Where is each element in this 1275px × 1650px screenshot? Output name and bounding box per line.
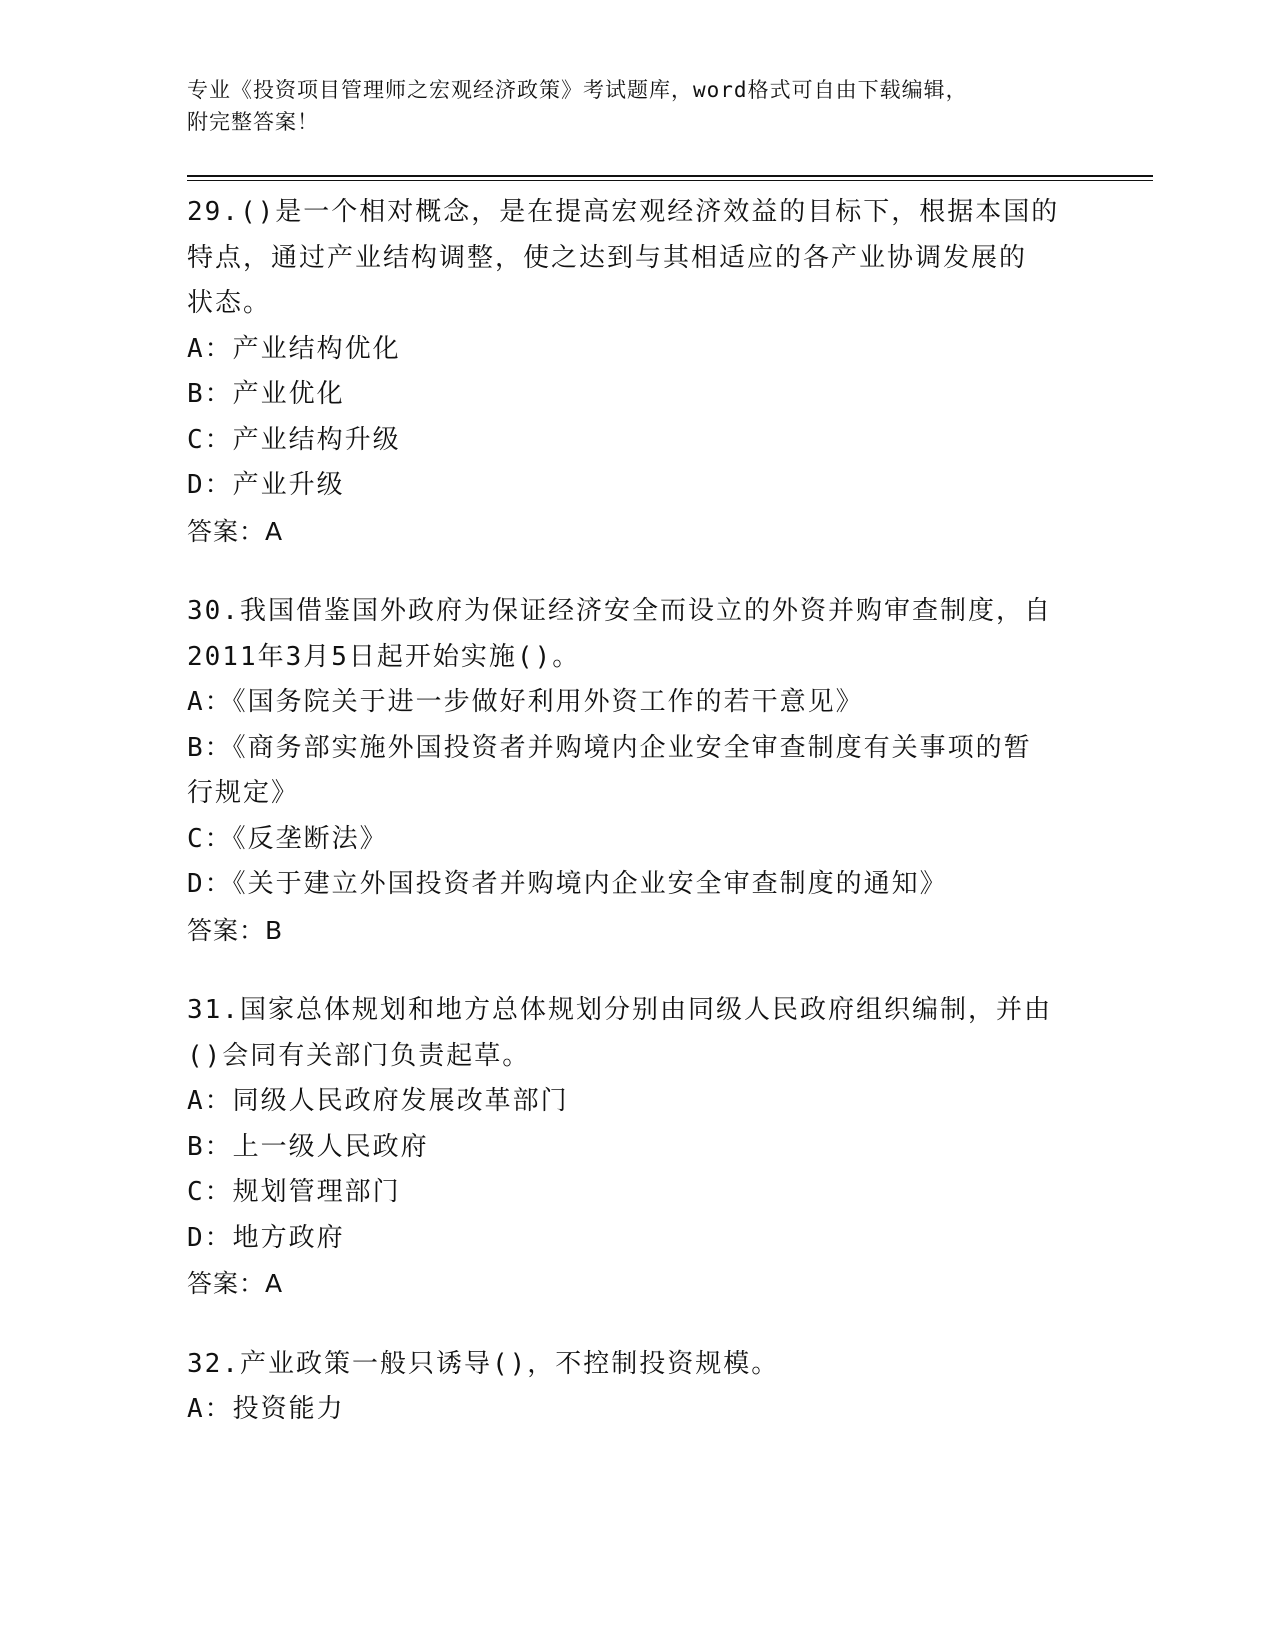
answer-key: 答案：A — [187, 1269, 284, 1298]
answer-key: 答案：B — [187, 915, 284, 945]
answer-option: A：同级人民政府发展改革部门 — [187, 1086, 569, 1116]
question-text-line: 29.()是一个相对概念，是在提高宏观经济效益的目标下，根据本国的 — [187, 197, 1060, 227]
document-header — [187, 74, 1087, 138]
answer-option: C：产业结构升级 — [187, 424, 401, 455]
header-line-2: 附完整答案！ — [187, 110, 319, 134]
answer-option: B：《商务部实施外国投资者并购境内企业安全审查制度有关事项的暂 — [187, 732, 1032, 763]
question-block — [187, 589, 1087, 953]
header-line-1: 专业《投资项目管理师之宏观经济政策》考试题库，word格式可自由下载编辑， — [187, 78, 968, 102]
answer-option: B：产业优化 — [187, 379, 345, 409]
answer-option: B：上一级人民政府 — [187, 1131, 429, 1162]
question-text-line: 2011年3月5日起开始实施()。 — [187, 641, 581, 672]
answer-option: D：地方政府 — [187, 1222, 345, 1253]
question-text-line: 状态。 — [187, 288, 272, 318]
answer-option: A：产业结构优化 — [187, 333, 401, 364]
question-list — [187, 190, 1087, 1468]
header-divider-thick — [187, 175, 1153, 177]
answer-option: 行规定》 — [187, 778, 300, 808]
question-block — [187, 1342, 1087, 1433]
answer-option: A：《国务院关于进一步做好利用外资工作的若干意见》 — [187, 687, 864, 717]
answer-key: 答案：A — [187, 516, 284, 546]
answer-option: A：投资能力 — [187, 1394, 345, 1424]
question-text-line: ()会同有关部门负责起草。 — [187, 1040, 531, 1071]
question-text-line: 特点，通过产业结构调整，使之达到与其相适应的各产业协调发展的 — [187, 242, 1028, 273]
answer-option: D：《关于建立外国投资者并购境内企业安全审查制度的通知》 — [187, 869, 948, 899]
answer-option: C：《反垄断法》 — [187, 823, 388, 854]
question-text-line: 31.国家总体规划和地方总体规划分别由同级人民政府组织编制，并由 — [187, 995, 1052, 1025]
question-block — [187, 988, 1087, 1307]
question-text-line: 32.产业政策一般只诱导()，不控制投资规模。 — [187, 1348, 780, 1379]
answer-option: D：产业升级 — [187, 470, 345, 500]
question-block — [187, 190, 1087, 554]
answer-option: C：规划管理部门 — [187, 1177, 401, 1207]
question-text-line: 30.我国借鉴国外政府为保证经济安全而设立的外资并购审查制度，自 — [187, 596, 1052, 626]
header-divider-thin — [187, 180, 1153, 181]
